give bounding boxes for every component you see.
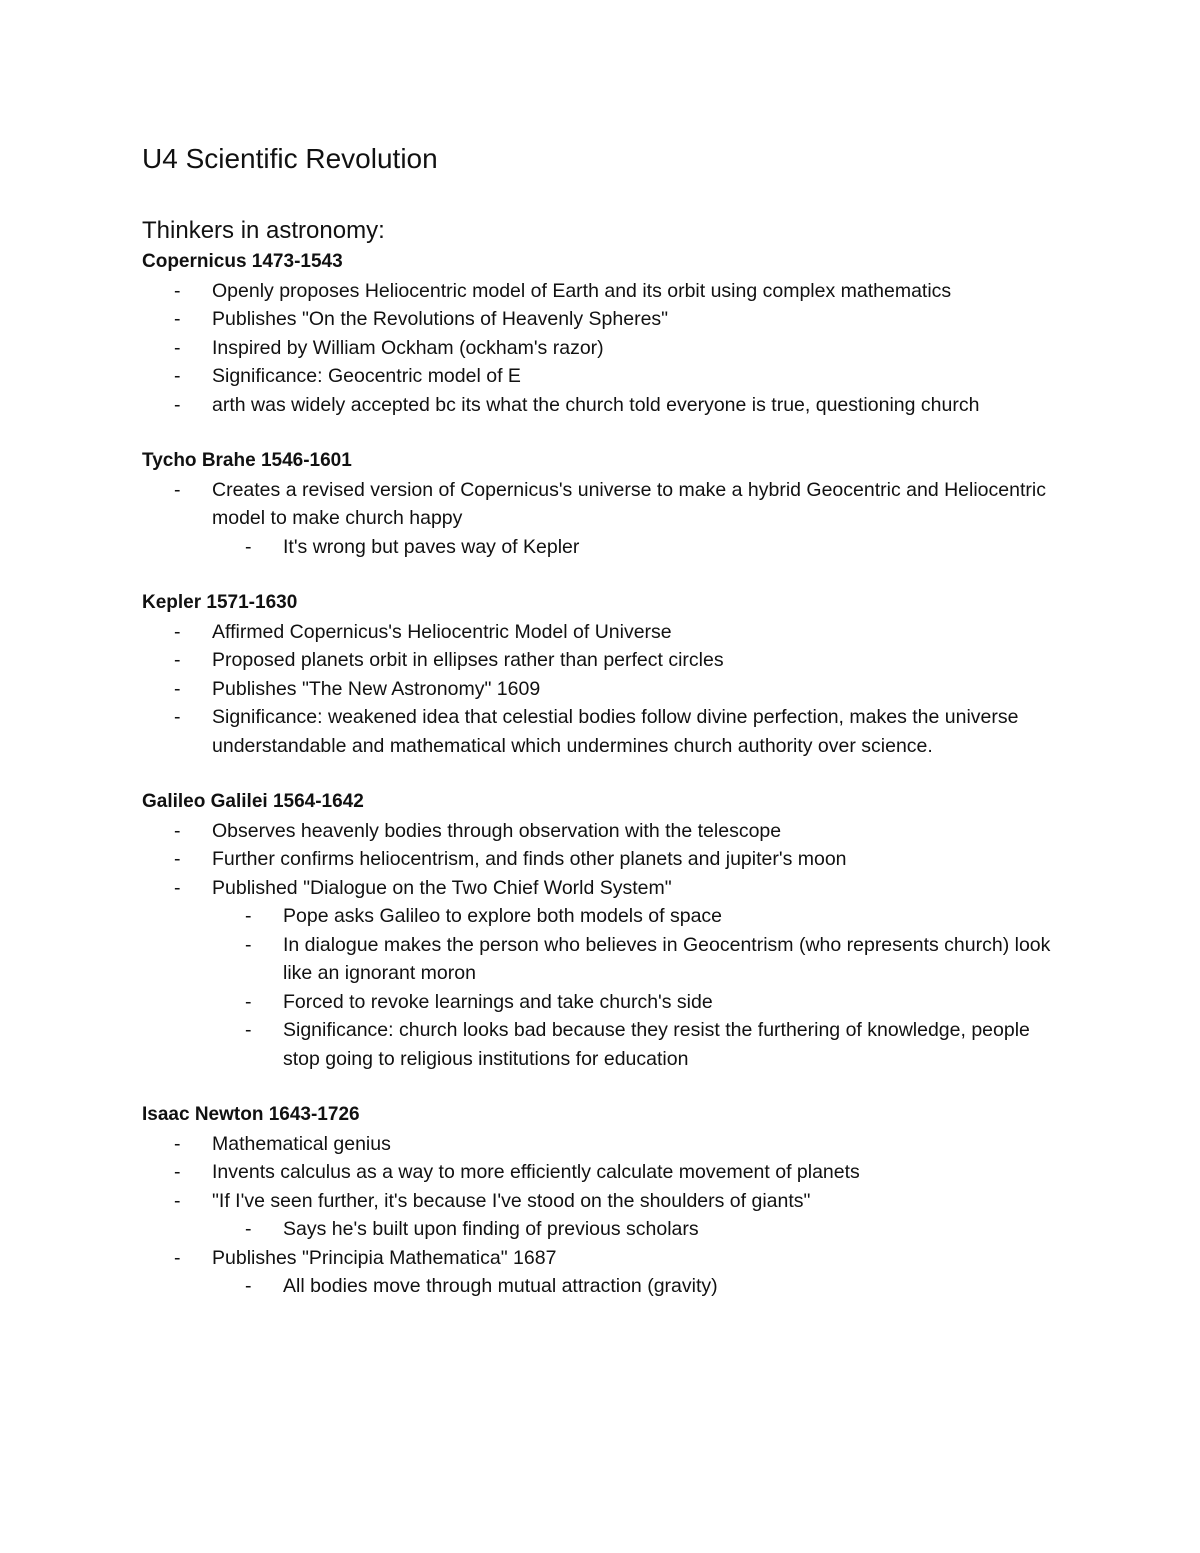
thinker-section	[142, 248, 1062, 419]
section-heading: Thinkers in astronomy:	[142, 217, 385, 244]
sub-bullet-item: - Says he's built upon finding of previous scholars	[142, 1215, 1062, 1244]
bullet-item: - Publishes "Principia Mathematica" 1687	[142, 1244, 1062, 1273]
bullet-list	[142, 476, 1062, 562]
bullet-item: - Openly proposes Heliocentric model of Earth and its orbit using complex mathematics	[142, 277, 1062, 306]
document-page	[142, 138, 1062, 1301]
bullet-item: - Affirmed Copernicus's Heliocentric Model of Universe	[142, 618, 1062, 647]
bullet-item: - Publishes "On the Revolutions of Heavenly Spheres"	[142, 305, 1062, 334]
bullet-list	[142, 817, 1062, 1074]
bullet-item: - Proposed planets orbit in ellipses rather than perfect circles	[142, 646, 1062, 675]
thinker-name: Copernicus 1473-1543	[142, 251, 343, 272]
bullet-item: - Significance: weakened idea that celestial bodies follow divine perfection, makes the universe understandable and mathematical which undermines church authority over science.	[142, 703, 1062, 760]
bullet-item: - Further confirms heliocentrism, and finds other planets and jupiter's moon	[142, 845, 1062, 874]
sub-bullet-item: - Forced to revoke learnings and take church's side	[142, 988, 1062, 1017]
bullet-item: - "If I've seen further, it's because I've stood on the shoulders of giants"	[142, 1187, 1062, 1216]
sub-bullet-item: - All bodies move through mutual attraction (gravity)	[142, 1272, 1062, 1301]
thinker-name: Isaac Newton 1643-1726	[142, 1104, 360, 1125]
bullet-list	[142, 277, 1062, 420]
thinker-name: Tycho Brahe 1546-1601	[142, 450, 352, 471]
sub-bullet-item: - In dialogue makes the person who believes in Geocentrism (who represents church) look like an ignorant moron	[142, 931, 1062, 988]
bullet-list	[142, 618, 1062, 761]
document-title: U4 Scientific Revolution	[142, 143, 438, 174]
thinker-section	[142, 1101, 1062, 1301]
thinker-section	[142, 788, 1062, 1073]
thinkers-list	[142, 248, 1062, 1301]
bullet-list	[142, 1130, 1062, 1301]
bullet-item: - Creates a revised version of Copernicus's universe to make a hybrid Geocentric and Heliocentric model to make church happy	[142, 476, 1062, 533]
bullet-item: - Significance: Geocentric model of E	[142, 362, 1062, 391]
sub-bullet-item: - It's wrong but paves way of Kepler	[142, 533, 1062, 562]
bullet-item: - arth was widely accepted bc its what the church told everyone is true, questioning church	[142, 391, 1062, 420]
thinker-section	[142, 589, 1062, 760]
sub-bullet-item: - Significance: church looks bad because they resist the furthering of knowledge, people stop going to religious institutions for education	[142, 1016, 1062, 1073]
thinker-section	[142, 447, 1062, 561]
thinker-name: Galileo Galilei 1564-1642	[142, 791, 364, 812]
sub-bullet-item: - Pope asks Galileo to explore both models of space	[142, 902, 1062, 931]
bullet-item: - Observes heavenly bodies through observation with the telescope	[142, 817, 1062, 846]
bullet-item: - Mathematical genius	[142, 1130, 1062, 1159]
bullet-item: - Invents calculus as a way to more efficiently calculate movement of planets	[142, 1158, 1062, 1187]
bullet-item: - Published "Dialogue on the Two Chief World System"	[142, 874, 1062, 903]
bullet-item: - Inspired by William Ockham (ockham's razor)	[142, 334, 1062, 363]
bullet-item: - Publishes "The New Astronomy" 1609	[142, 675, 1062, 704]
thinker-name: Kepler 1571-1630	[142, 592, 298, 613]
